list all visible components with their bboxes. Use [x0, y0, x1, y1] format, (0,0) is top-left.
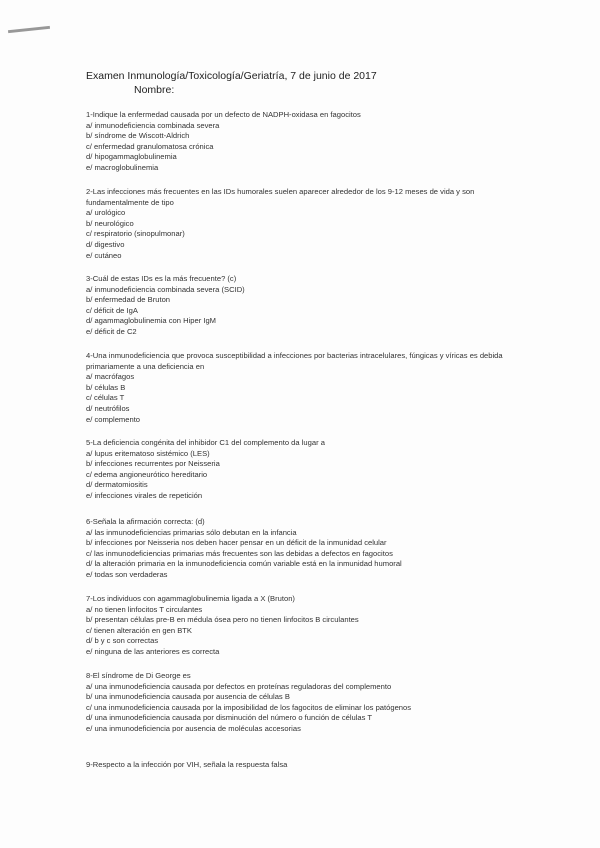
option-c: c/ una inmunodeficiencia causada por la imposibilidad de los fagocitos de eliminar los patógenos	[86, 702, 412, 712]
option-a: a/ inmunodeficiencia combinada severa (SCID)	[86, 284, 245, 294]
option-c: c/ enfermedad granulomatosa crónica	[86, 141, 214, 151]
option-a: a/ no tienen linfocitos T circulantes	[86, 604, 203, 614]
option-c: c/ las inmunodeficiencias primarias más frecuentes son las debidas a defectos en fagocitos	[86, 548, 393, 558]
option-list	[86, 528, 526, 581]
option-a: a/ una inmunodeficiencia causada por defectos en proteínas reguladoras del complemento	[86, 681, 392, 691]
option-e: e/ ninguna de las anteriores es correcta	[86, 646, 220, 656]
option-b: b/ enfermedad de Bruton	[86, 295, 171, 305]
question-6	[86, 517, 526, 581]
question-1	[86, 110, 526, 174]
option-d: d/ dermatomiositis	[86, 480, 148, 490]
question-5	[86, 438, 526, 502]
question-text: 3-Cuál de estas IDs es la más frecuente? (c)	[86, 274, 237, 283]
option-a: a/ las inmunodeficiencias primarias sólo debutan en la infancia	[86, 527, 297, 537]
question-7	[86, 594, 526, 658]
option-a: a/ inmunodeficiencia combinada severa	[86, 120, 220, 130]
option-d: d/ hipogammaglobulinemia	[86, 152, 177, 162]
option-list	[86, 449, 526, 502]
option-d: d/ una inmunodeficiencia causada por disminución del número o función de células T	[86, 713, 373, 723]
option-d: d/ agammaglobulinemia con Hiper IgM	[86, 316, 217, 326]
option-b: b/ neurológico	[86, 218, 134, 228]
pen-mark	[8, 26, 50, 33]
option-a: a/ lupus eritematoso sistémico (LES)	[86, 448, 210, 458]
question-2	[86, 187, 526, 261]
question-9	[86, 760, 526, 771]
option-list	[86, 208, 526, 261]
option-list	[86, 121, 526, 174]
name-label: Nombre:	[134, 84, 175, 96]
option-c: c/ respiratorio (sinopulmonar)	[86, 229, 185, 239]
option-d: d/ b y c son correctas	[86, 636, 159, 646]
option-d: d/ neutrófilos	[86, 403, 130, 413]
option-e: e/ complemento	[86, 414, 141, 424]
option-d: d/ digestivo	[86, 239, 125, 249]
question-text: 1-Indique la enfermedad causada por un defecto de NADPH-oxidasa en fagocitos	[86, 110, 361, 119]
question-4	[86, 351, 526, 425]
option-c: c/ déficit de IgA	[86, 305, 138, 315]
option-b: b/ presentan células pre-B en médula ósea pero no tienen linfocitos B circulantes	[86, 615, 359, 625]
question-8	[86, 671, 526, 735]
option-list	[86, 605, 526, 658]
option-e: e/ una inmunodeficiencia por ausencia de moléculas accesorias	[86, 723, 301, 733]
option-b: b/ infecciones por Neisseria nos deben hacer pensar en un déficit de la inmunidad celular	[86, 538, 387, 548]
question-3	[86, 274, 526, 338]
option-e: e/ déficit de C2	[86, 326, 137, 336]
question-text: 4-Una inmunodeficiencia que provoca susceptibilidad a infecciones por bacterias intracelulares, fúngicas y víricas es debida primariamente a una deficiencia en	[86, 351, 503, 371]
option-list	[86, 682, 526, 735]
option-d: d/ la alteración primaria en la inmunodeficiencia común variable está en la inmunidad humoral	[86, 559, 402, 569]
option-list	[86, 285, 526, 338]
option-e: e/ todas son verdaderas	[86, 569, 168, 579]
option-e: e/ macroglobulinemia	[86, 162, 159, 172]
option-c: c/ tienen alteración en gen BTK	[86, 625, 192, 635]
option-c: c/ edema angioneurótico hereditario	[86, 469, 208, 479]
exam-title: Examen Inmunología/Toxicología/Geriatría, 7 de junio de 2017	[86, 70, 377, 82]
option-a: a/ macrófagos	[86, 372, 135, 382]
question-text: 2-Las infecciones más frecuentes en las IDs humorales suelen aparecer alrededor de los 9-12 meses de vida y son fundamentalmente de tipo	[86, 187, 475, 207]
question-text: 5-La deficiencia congénita del inhibidor C1 del complemento da lugar a	[86, 438, 325, 447]
question-text: 8-El síndrome de Di George es	[86, 671, 191, 680]
question-text: 6-Señala la afirmación correcta: (d)	[86, 517, 205, 526]
option-a: a/ urológico	[86, 208, 126, 218]
option-b: b/ síndrome de Wiscott-Aldrich	[86, 131, 190, 141]
question-text: 7-Los individuos con agammaglobulinemia ligada a X (Bruton)	[86, 594, 295, 603]
option-b: b/ infecciones recurrentes por Neisseria	[86, 459, 220, 469]
option-e: e/ cutáneo	[86, 250, 122, 260]
option-e: e/ infecciones virales de repetición	[86, 490, 203, 500]
option-b: b/ células B	[86, 382, 126, 392]
question-text: 9-Respecto a la infección por VIH, señala la respuesta falsa	[86, 760, 288, 769]
option-b: b/ una inmunodeficiencia causada por ausencia de células B	[86, 692, 290, 702]
option-list	[86, 372, 526, 425]
option-c: c/ células T	[86, 393, 125, 403]
